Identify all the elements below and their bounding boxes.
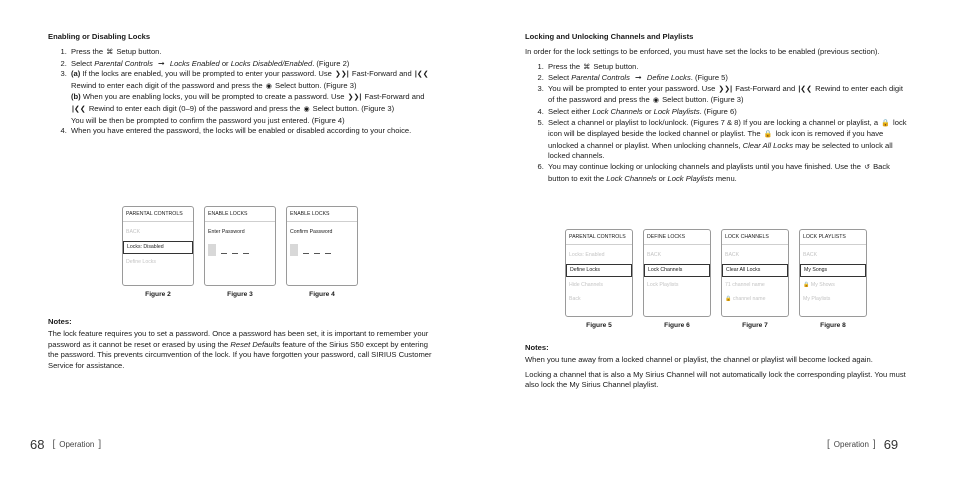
fast-forward-icon: ❯❯|	[718, 85, 733, 93]
step-text: Setup button.	[116, 47, 162, 56]
password-digit	[221, 253, 227, 254]
notes-title: Notes:	[48, 317, 72, 326]
step-text: or	[644, 106, 652, 116]
password-field	[287, 241, 357, 259]
step-4: 4. When you have entered the password, the locks will be enabled or disabled according to your choice.	[69, 126, 432, 137]
device-screen	[643, 229, 711, 317]
select-icon: ◉	[303, 105, 310, 113]
rewind-icon: |❮❮	[72, 105, 86, 113]
step-text: When you are enabling locks, you will be prompted to create a password. Use	[82, 92, 345, 102]
step-1	[546, 62, 909, 74]
step-6	[546, 162, 909, 184]
step-3a	[71, 69, 432, 92]
step-text: lock icon is removed if you have unlocked a channel or playlist. When unlocking channels,	[548, 129, 884, 150]
step-text: Press the	[71, 47, 104, 56]
select-icon: ◉	[265, 82, 272, 90]
bracket-close: ]	[98, 439, 102, 450]
menu-item-selected: Clear All Locks	[722, 264, 788, 277]
password-digit	[314, 253, 320, 254]
step-5	[546, 118, 909, 162]
bracket-open: [	[52, 439, 56, 450]
figure-6	[643, 229, 711, 329]
device-screen	[286, 206, 358, 286]
device-screen	[721, 229, 789, 317]
screen-header: PARENTAL CONTROLS	[566, 234, 632, 245]
device-screen	[565, 229, 633, 317]
step-text: Select either	[548, 106, 591, 116]
page-number: 68	[30, 437, 45, 452]
step-text: Select button. (Figure 3)	[312, 103, 395, 113]
note-text: feature of the Sirius S50 except by entering the password. This prevents circumvention of the lock. If you have forgotten your password, call SIRIUS Customer Service for assistance.	[48, 339, 432, 370]
bracket-close: ]	[872, 439, 876, 450]
menu-item: Lock Playlists	[647, 282, 679, 288]
figure-caption: Figure 2	[145, 291, 171, 298]
menu-item: My Playlists	[803, 296, 831, 302]
right-footer	[827, 437, 898, 452]
menu-item-selected: Define Locks	[566, 264, 632, 277]
step-3	[546, 84, 909, 107]
password-digit	[325, 253, 331, 254]
device-screen	[799, 229, 867, 317]
figure-8	[799, 229, 867, 329]
screen-header: LOCK PLAYLISTS	[800, 234, 866, 245]
lock-icon: 🔒	[725, 296, 732, 302]
fast-forward-icon: ❯❯|	[347, 94, 362, 102]
arrow-right-icon: ➞	[158, 58, 165, 68]
step-text: or	[658, 173, 666, 183]
step-text: may be selected to unlock all locked channels.	[548, 140, 893, 161]
step-text: . (Figure 6)	[699, 106, 737, 116]
device-screen	[122, 206, 194, 286]
menu-name: Clear All Locks	[742, 140, 793, 150]
right-page	[477, 0, 954, 477]
section-heading: Locking and Unlocking Channels and Playlists	[525, 32, 694, 41]
figure-caption: Figure 6	[664, 322, 690, 329]
lock-icon: 🔒	[803, 282, 810, 288]
menu-name: Parental Controls	[94, 58, 153, 68]
figure-caption: Figure 4	[309, 291, 335, 298]
step-text: . (Figure 5)	[690, 73, 728, 83]
menu-item-selected: Locks: Disabled	[123, 241, 193, 254]
menu-item-locked	[800, 280, 866, 291]
menu-item-locked	[722, 294, 788, 305]
section-label: Operation	[59, 440, 95, 449]
menu-item: BACK	[725, 252, 740, 258]
step-text: If the locks are enabled, you will be prompted to enter your password. Use	[82, 69, 332, 79]
menu-item: BACK	[803, 252, 818, 258]
step-text: menu.	[715, 173, 737, 183]
section-label: Operation	[833, 440, 869, 449]
step-text: Select button. (Figure 3)	[662, 95, 744, 105]
menu-item-label: channel name	[732, 296, 766, 302]
step-text: Rewind to enter each digit of the password and press the	[548, 83, 903, 105]
device-screen	[204, 206, 276, 286]
fast-forward-icon: ❯❯|	[335, 71, 349, 79]
setup-icon: ⌘	[583, 63, 591, 71]
step-text: Fast-Forward and	[364, 92, 425, 102]
step-text: Back button to exit the	[548, 161, 890, 183]
password-field	[205, 241, 275, 259]
rewind-icon: |❮❮	[798, 85, 813, 93]
step-2	[546, 73, 909, 84]
lock-icon: 🔒	[881, 119, 890, 127]
menu-item: BACK	[126, 229, 141, 235]
step-text: . (Figure 2)	[312, 58, 350, 68]
step-tag: (a)	[71, 69, 81, 79]
menu-item: Define Locks	[126, 259, 156, 265]
menu-item: Back	[569, 296, 581, 302]
menu-item-selected: Lock Channels	[644, 264, 710, 277]
password-digit	[243, 253, 249, 254]
screen-header: DEFINE LOCKS	[644, 234, 710, 245]
select-icon: ◉	[652, 97, 659, 105]
menu-name: Locks Enabled	[169, 58, 220, 68]
step-tag: (b)	[71, 92, 81, 102]
menu-item-selected: My Songs	[800, 264, 866, 277]
figure-4	[286, 206, 358, 298]
screen-header: LOCK CHANNELS	[722, 234, 788, 245]
prompt-label: Enter Password	[208, 229, 245, 235]
figure-3	[204, 206, 276, 298]
menu-name: Lock Channels	[592, 106, 643, 116]
left-column	[48, 32, 432, 137]
section-heading: Enabling or Disabling Locks	[48, 32, 151, 41]
figures-row-right	[565, 229, 867, 329]
step-text: lock icon will be displayed beside the locked channel or playlist. The	[548, 117, 907, 139]
lock-icon: 🔒	[763, 131, 773, 139]
intro-paragraph: In order for the lock settings to be enforced, you must have set the locks to be enabled (previous section).	[525, 47, 880, 56]
back-icon: ↺	[864, 163, 870, 171]
screen-header: ENABLE LOCKS	[205, 211, 275, 222]
figure-caption: Figure 8	[820, 322, 846, 329]
menu-name: Reset Defaults	[230, 339, 281, 349]
page-number: 69	[883, 437, 899, 452]
figure-5	[565, 229, 633, 329]
step-text: or	[221, 58, 229, 68]
step-2	[69, 59, 432, 70]
left-notes	[48, 317, 432, 375]
step-text: Select	[71, 58, 93, 68]
step-4	[546, 107, 909, 118]
figures-row-left	[122, 206, 358, 298]
password-digit-active	[290, 244, 298, 256]
step-text: Rewind to enter each digit (0–9) of the password and press the	[88, 103, 301, 113]
figure-caption: Figure 3	[227, 291, 253, 298]
step-text: Fast-Forward and	[351, 69, 412, 79]
notes-title: Notes:	[525, 343, 549, 352]
step-3c: You will be then be prompted to confirm the password you just entered. (Figure 4)	[71, 115, 345, 125]
step-3	[69, 69, 432, 126]
menu-name: Lock Playlists	[667, 173, 714, 183]
screen-header: ENABLE LOCKS	[287, 211, 357, 222]
notes-paragraph: When you tune away from a locked channel or playlist, the channel or playlist will become locked again.	[525, 355, 873, 364]
menu-name: Lock Channels	[606, 173, 657, 183]
step-text: Select	[548, 73, 570, 83]
password-digit-active	[208, 244, 216, 256]
menu-name: Define Locks	[646, 73, 691, 83]
menu-name: Lock Playlists	[653, 106, 700, 116]
menu-name: Locks Disabled/Enabled	[230, 58, 313, 68]
step-3b	[71, 92, 432, 115]
steps-list	[48, 47, 432, 137]
figure-2	[122, 206, 194, 298]
rewind-icon: |❮❮	[414, 71, 429, 79]
menu-item: Hide Channels	[569, 282, 604, 288]
step-text: Rewind to enter each digit of the password and press the	[71, 80, 263, 90]
notes-paragraph: Locking a channel that is also a My Sirius Channel will not automatically lock the corresponding playlist. You must also lock the My Sirius Channel playlist.	[525, 369, 906, 390]
bracket-open: [	[827, 439, 830, 450]
step-text: You may continue locking or unlocking channels and playlists until you have finished. Use the	[548, 161, 861, 171]
right-notes	[525, 343, 909, 395]
step-text: Select a channel or playlist to lock/unlock. (Figures 7 & 8) If you are locking a channel or playlist, a	[548, 117, 879, 127]
step-1	[69, 47, 432, 59]
step-text: Setup button.	[593, 61, 639, 71]
prompt-label: Confirm Password	[290, 229, 333, 235]
step-text: You will be prompted to enter your password. Use	[548, 83, 716, 93]
menu-item: BACK	[647, 252, 662, 258]
menu-item: 71 channel name	[725, 282, 765, 288]
password-digit	[303, 253, 309, 254]
arrow-right-icon: ➞	[635, 73, 642, 83]
notes-paragraph	[48, 329, 432, 371]
menu-name: Parental Controls	[571, 73, 630, 83]
menu-item: Locks: Enabled	[569, 252, 605, 258]
figure-caption: Figure 5	[586, 322, 612, 329]
left-footer	[30, 437, 101, 452]
right-column	[525, 32, 909, 184]
steps-list	[525, 62, 909, 185]
password-digit	[232, 253, 238, 254]
figure-caption: Figure 7	[742, 322, 768, 329]
step-text: Press the	[548, 61, 581, 71]
screen-header: PARENTAL CONTROLS	[123, 211, 193, 222]
step-text: Fast-Forward and	[735, 83, 796, 93]
setup-icon: ⌘	[106, 49, 114, 56]
figure-7	[721, 229, 789, 329]
note-text: The lock feature requires you to set a password. Once a password has been set, it is important to remember your password as it cannot be reset or erased by using the	[48, 329, 429, 349]
menu-item-label: My Shows	[810, 282, 835, 288]
step-text: Select button. (Figure 3)	[275, 80, 357, 90]
